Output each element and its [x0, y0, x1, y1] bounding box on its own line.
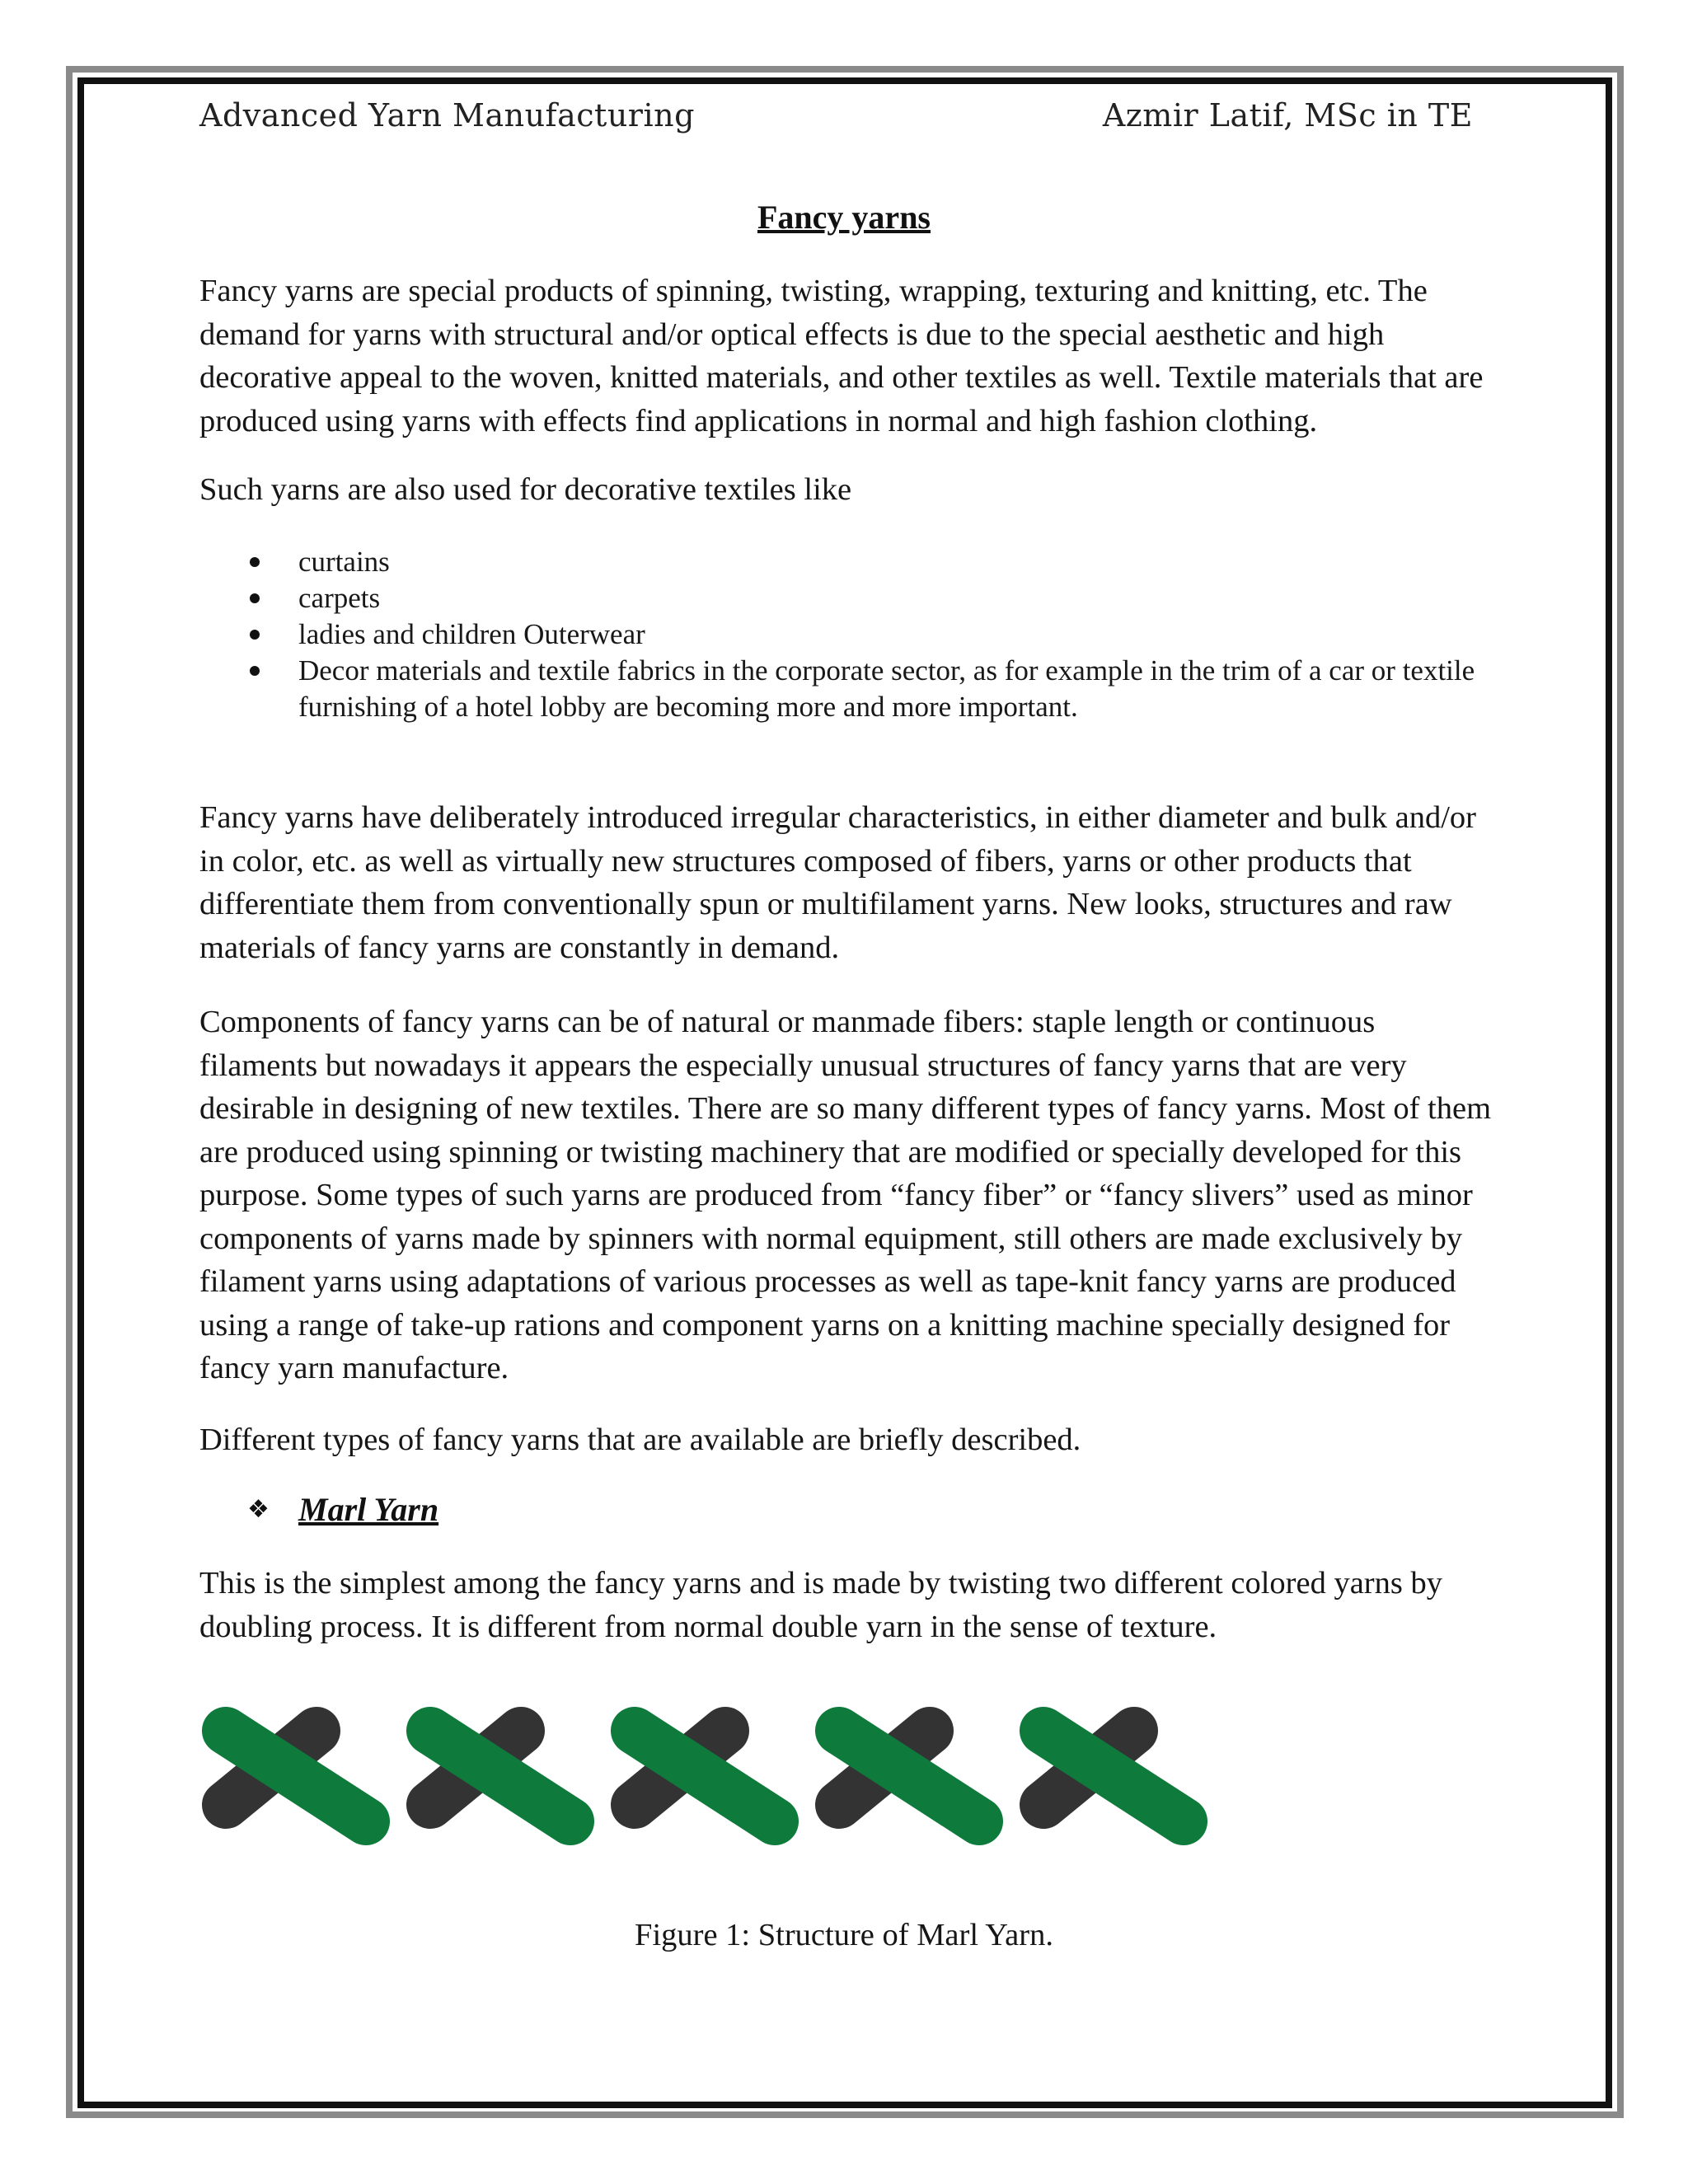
decorative-uses-paragraph: Such yarns are also used for decorative textiles like — [199, 472, 852, 507]
running-header — [199, 97, 1473, 134]
list-item: carpets — [199, 580, 1492, 616]
bullet-icon — [250, 593, 260, 603]
decorative-uses-list — [199, 544, 1492, 725]
marl-yarn-description: This is the simplest among the fancy yarns and is made by twisting two different colored yarns by doubling process. It is different from normal double yarn in the sense of texture. — [199, 1566, 1442, 1644]
four-diamond-icon: ❖ — [247, 1495, 270, 1524]
bullet-icon — [250, 630, 260, 640]
page-title: Fancy yarns — [757, 199, 931, 236]
list-item: curtains — [199, 544, 1492, 580]
types-intro-paragraph: Different types of fancy yarns that are available are briefly described. — [199, 1422, 1081, 1457]
marl-yarn-figure — [198, 1681, 1236, 1871]
components-paragraph: Components of fancy yarns can be of natural or manmade fibers: staple length or continuous filaments but nowadays it appears the especially unusual structures of fancy yarns that are very desirable in designing of new textiles. There are so many different types of fancy yarns. Most of them are produced using spinning or twisting machinery that are modified or specially developed for this purpose. Some types of such yarns are produced from “fancy fiber” or “fancy slivers” used as minor components of yarns made by spinners with normal equipment, still others are made exclusively by filament yarns using adaptations of various processes as well as tape-knit fancy yarns are produced using a range of take-up rations and component yarns on a knitting machine specially designed for fancy yarn manufacture. — [199, 1005, 1492, 1385]
figure-caption: Figure 1: Structure of Marl Yarn. — [635, 1918, 1053, 1952]
marl-yarn-heading: ❖ Marl Yarn — [247, 1491, 439, 1528]
header-author: Azmir Latif, MSc in TE — [1102, 97, 1473, 134]
bullet-icon — [250, 557, 260, 567]
list-item: Decor materials and textile fabrics in the corporate sector, as for example in the trim of a car or textile furnishing of a hotel lobby are becoming more and more important. — [199, 653, 1492, 725]
irregular-characteristics-paragraph: Fancy yarns have deliberately introduced irregular characteristics, in either diameter and bulk and/or in color, etc. as well as virtually new structures composed of fibers, yarns or other products that differentiate them from conventionally spun or multifilament yarns. New looks, structures and raw materials of fancy yarns are constantly in demand. — [199, 800, 1476, 965]
intro-paragraph: Fancy yarns are special products of spinning, twisting, wrapping, texturing and knitting, etc. The demand for yarns with structural and/or optical effects is due to the special aesthetic and high decorative appeal to the woven, knitted materials, and other textiles as well. Textile materials that are produced using yarns with effects find applications in normal and high fashion clothing. — [199, 274, 1484, 438]
header-course-title: Advanced Yarn Manufacturing — [199, 97, 695, 134]
list-item: ladies and children Outerwear — [199, 616, 1492, 653]
bullet-icon — [250, 666, 260, 676]
